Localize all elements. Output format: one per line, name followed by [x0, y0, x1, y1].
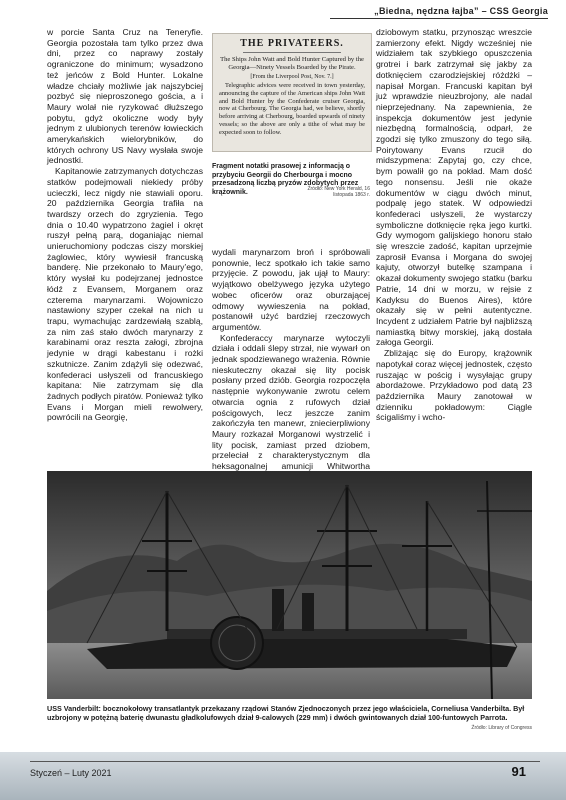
ship-photograph: [47, 471, 532, 699]
text-column-2: [212, 247, 370, 482]
newspaper-clipping: [212, 33, 372, 152]
photo-credit: Źródło: Library of Congress: [471, 725, 532, 731]
photo-caption: USS Vanderbilt: bocznokołowy transatlantyk przekazany rządowi Stanów Zjednoczonych przez jego właściciela, Corneliusa Vanderbilta. Był uzbrojony w potężną baterię dwunastu gładkolufowych dział 9-calowych (229 mm) i dwóch gwintowanych dział 100-funtowych Parrota.: [47, 704, 525, 722]
page-number: 91: [511, 764, 526, 779]
text-column-3: [376, 27, 532, 423]
paragraph: Konfederaccy marynarze wytoczyli działa i oddali ślepy strzał, nie wywarł on jednak spodziewanego wrażenia. Równie nieskuteczny okazał się lity pocisk posłany przed dziób. Georgia rozpoczęła następnie wykonywanie zwrotu celem otwarcia ognia z rufowych dział pościgowych, lecz jeszcze zanim zakończyła ten manewr, zniecierpliwiony Maury rozkazał Morganowi wystrzelić i lity pocisk, zamiast przed dziobem, przeleciał z charakterystycznym dla heksagonalnej amunicji Whitwortha: [212, 332, 370, 472]
paragraph: dziobowym statku, przynosząc wreszcie zamierzony efekt. Nigdy wcześniej nie widziałem tak szybkiego opuszczenia grotrei i bark zatrzymał się jakby za dotknięciem czarodziejskiej różdżki – napisał Morgan. Francuski kapitan był już wprawdzie nieuzbrojony, ale nadal nieprzejednany. Na zapewnienia, że inspekcja dokumentów jest jedynie niezbędną formalnością, odparł, że zgodzi się tylko zmuszony do tego siłą. Poirytowany Evans rzucił do midszypmena: Zapytaj go, czy chce, bym powalił go na pokład. Mam dość tego nonsensu. Jeśli nie okaże dokumentów w ciągu dwóch minut, podpalę jego statek. W odpowiedzi konfederaci usłyszeli, że wystarczy symboliczne dotknięcie ręka jego kurtki. Gdy wymogom galijskiego honoru stało się wreszcie zadość, kapitan uprzejmie zaprosił Evansa i Morgana do swojej kajuty, otworzył butelkę szampana i okazał dokumenty swojego statku (barku Patrie, 14 dni w morzu, w rejsie z Kadyksu do Buenos Aires), które okazały się w pełni autentyczne. Incydent z udziałem Patrie był najbliższą namiastką bitwy morskiej, jaką dostała załoga Georgii.: [376, 27, 532, 348]
footer-rule: [30, 761, 540, 762]
clipping-source: [From the Liverpool Post, Nov. 7.]: [250, 74, 334, 80]
clipping-body: Telegraphic advices were received in town yesterday, announcing the capture of the American ships John Watt and Bold Hunter by the Confederate cruiser Georgia, now at Cherbourg. The Georgia had, we believe, shortly before arriving at Cherbourg, boarded upwards of ninety vessels; so the above are only a tithe of what may be expected soon to follow.: [219, 82, 365, 136]
header-rule: [330, 18, 548, 19]
clipping-rule: [243, 52, 341, 53]
paragraph: Kapitanowie zatrzymanych dotychczas statków podejmowali niekiedy próby ucieczki, lecz nigdy nie stawiali oporu. 20 października Georgia trafiła na twardszy orzech do zgryzienia. Tego dnia o 10.40 wypatrzono żagiel i okręt ruszył pełną parą, doganiając niemal unieruchomiony podczas ciszy morskiej żaglowiec, który wywiesił francuską banderę. Nie przekonało to Maury’ego, który wysłał ku podejrzanej jednostce łódź z Evansem, Morganem oraz czterema marynarzami. Wojowniczo nastawiony szyper czekał na nich u trapu, wymachując zardzewiałą szablą, za nim zaś stało dwóch marynarzy z karabinami oraz reszta załogi, zbrojna jedynie w drągi kabestanu i rożki szkutnicze. Zanim zdążyli się odezwać, konfederaci usłyszeli od francuskiego kapitana: Nie zatrzymam się dla żadnych podłych piratów. Ponieważ tylko Evans i Morgan mieli rewolwery, powrócili na Georgię,: [47, 166, 203, 423]
clipping-caption: Fragment notatki prasowej z informacją o przybyciu Georgii do Cherbourga i mocno przesadzoną liczbą pryzów zdobytych przez krążownik.: [212, 163, 359, 196]
paragraph: w porcie Santa Cruz na Teneryfie. Georgia pozostała tam tylko przez dwa dni, przez co naprawy zostały ograniczone do minimum; wysadzono też jeńców z Bold Hunter. Lokalne władze chciały możliwie jak najszybciej pozbyć się nieproszonego gościa, a i Maury wolał nie ryzykować dłuższego pobytu, gdyż okoliczne wody były jednym z ulubionych terenów łowieckich amerykańskich wielorybników, do których ochrony US Navy wysłała swoje jednostki.: [47, 27, 203, 166]
issue-label: Styczeń – Luty 2021: [30, 768, 112, 778]
clipping-title: THE PRIVATEERS.: [240, 38, 344, 49]
clipping-credit: Źródło: New York Herald, 16 listopada 1863 r.: [307, 186, 370, 198]
text-column-1: [47, 27, 203, 423]
paragraph: wydali marynarzom broń i spróbowali ponownie, lecz spotkało ich takie samo przyjęcie. Z powodu, jak ujął to Maury: wyjątkowo obelżywego języka użytego wobec oficerów oraz oburzającej odmowy wywieszenia na pokład, postanowił użyć bardziej rzeczowych argumentów.: [212, 247, 370, 332]
ship-illustration: [47, 471, 532, 699]
running-header: „Biedna, nędzna łajba” – CSS Georgia: [374, 6, 548, 16]
paragraph: Zbliżając się do Europy, krążownik napotykał coraz więcej jednostek, często ruszając w pościg i wysyłając grupy abordażowe. Przykładowo pod datą 23 października Maury zanotował w dzienniku pokładowym: Ciągle ścigaliśmy i wcho-: [376, 348, 532, 423]
clipping-headline: The Ships John Watt and Bold Hunter Captured by the Georgia—Ninety Vessels Boarded by the Pirate.: [220, 56, 364, 71]
